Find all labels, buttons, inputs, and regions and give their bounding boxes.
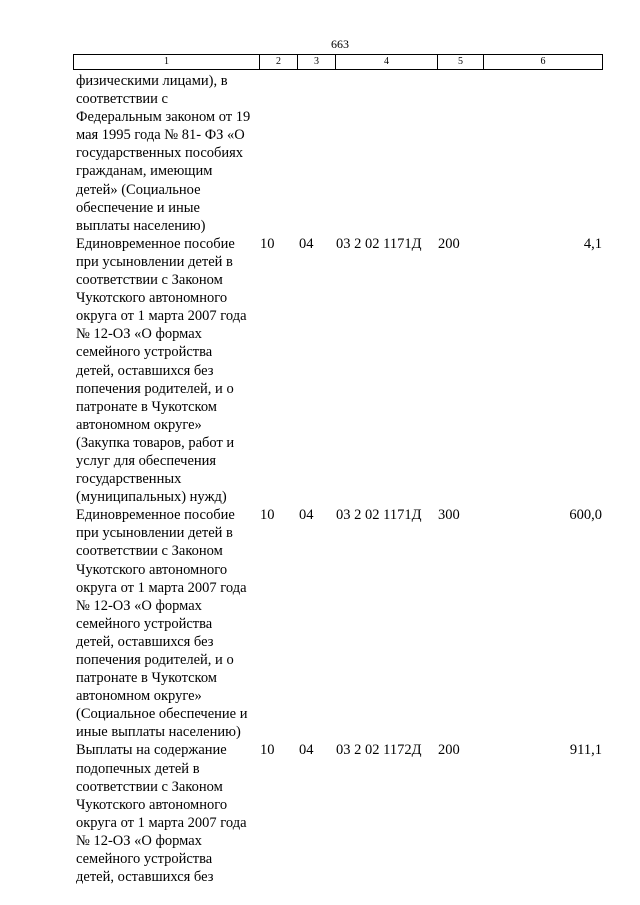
row-name-cell bbox=[76, 741, 261, 886]
row-name-line: (Закупка товаров, работ и bbox=[76, 434, 235, 451]
subsection-code-cell: 04 bbox=[299, 742, 314, 759]
row-name-line: № 12-ОЗ «О формах bbox=[76, 326, 202, 343]
row-name-cell bbox=[76, 506, 261, 741]
row-name-line: мая 1995 года № 81- ФЗ «О bbox=[76, 127, 245, 144]
target-article-cell: 03 2 02 1172Д bbox=[336, 742, 422, 759]
row-name-cell bbox=[76, 72, 261, 235]
row-name-line: (Социальное обеспечение и bbox=[76, 706, 248, 723]
row-name-line: патронате в Чукотском bbox=[76, 398, 217, 415]
row-name-line: соответствии с Законом bbox=[76, 778, 223, 795]
expense-type-cell: 300 bbox=[438, 507, 460, 524]
row-name-line: детей, оставшихся без bbox=[76, 362, 214, 379]
row-name-line: Единовременное пособие bbox=[76, 235, 235, 252]
amount-cell: 4,1 bbox=[583, 235, 602, 252]
amount-cell: 600,0 bbox=[569, 507, 602, 524]
amount-cell: 911,1 bbox=[569, 742, 602, 759]
target-article-cell: 03 2 02 1171Д bbox=[336, 507, 422, 524]
row-name-line: Выплаты на содержание bbox=[76, 742, 227, 759]
row-name-line: Чукотского автономного bbox=[76, 796, 228, 813]
row-name-line: патронате в Чукотском bbox=[76, 670, 217, 687]
row-name-line: услуг для обеспечения bbox=[76, 452, 217, 469]
row-name-line: семейного устройства bbox=[76, 851, 213, 868]
row-name-line: детей, оставшихся без bbox=[76, 633, 214, 650]
column-number-header bbox=[73, 54, 603, 70]
row-name-cell bbox=[76, 235, 261, 506]
subsection-code-cell: 04 bbox=[299, 507, 314, 524]
row-name-line: Единовременное пособие bbox=[76, 507, 235, 524]
page-number: 663 bbox=[331, 37, 349, 51]
row-name-line: попечения родителей, и о bbox=[76, 652, 234, 668]
row-name-line: округа от 1 марта 2007 года bbox=[76, 579, 247, 596]
subsection-code-cell: 04 bbox=[299, 235, 314, 252]
section-code-cell: 10 bbox=[260, 507, 275, 524]
row-name-line: детей» (Социальное bbox=[76, 181, 201, 198]
row-name-line: государственных bbox=[76, 471, 182, 488]
budget-table-body bbox=[0, 72, 640, 886]
section-code-cell: 10 bbox=[260, 742, 275, 759]
row-name-line: выплаты населению) bbox=[76, 217, 206, 234]
target-article-cell: 03 2 02 1171Д bbox=[336, 235, 422, 252]
expense-type-cell: 200 bbox=[438, 235, 460, 252]
row-name-line: обеспечение и иные bbox=[76, 199, 200, 216]
header-col-4: 4 bbox=[336, 55, 438, 70]
row-name-line: соответствии с bbox=[76, 91, 168, 108]
header-col-3: 3 bbox=[298, 55, 336, 70]
row-name-line: № 12-ОЗ «О формах bbox=[76, 597, 202, 614]
row-name-line: семейного устройства bbox=[76, 344, 213, 361]
table-row bbox=[0, 72, 640, 235]
row-name-line: Федеральным законом от 19 bbox=[76, 109, 251, 126]
section-code-cell: 10 bbox=[260, 235, 275, 252]
row-name-line: при усыновлении детей в bbox=[76, 253, 233, 270]
table-row bbox=[0, 506, 640, 741]
row-name-line: семейного устройства bbox=[76, 615, 213, 632]
row-name-line: Чукотского автономного bbox=[76, 561, 228, 578]
row-name-line: автономном округе» bbox=[76, 416, 202, 433]
row-name-line: округа от 1 марта 2007 года bbox=[76, 308, 247, 325]
expense-type-cell: 200 bbox=[438, 742, 460, 759]
row-name-line: № 12-ОЗ «О формах bbox=[76, 832, 202, 849]
row-name-line: государственных пособиях bbox=[76, 145, 244, 162]
header-col-1: 1 bbox=[74, 55, 260, 70]
row-name-line: соответствии с Законом bbox=[76, 272, 223, 289]
row-name-line: при усыновлении детей в bbox=[76, 525, 233, 542]
header-col-2: 2 bbox=[260, 55, 298, 70]
header-col-5: 5 bbox=[438, 55, 484, 70]
row-name-line: физическими лицами), в bbox=[76, 73, 228, 89]
table-row bbox=[0, 235, 640, 506]
row-name-line: округа от 1 марта 2007 года bbox=[76, 814, 247, 831]
row-name-line: иные выплаты населению) bbox=[76, 724, 241, 741]
row-name-line: соответствии с Законом bbox=[76, 543, 223, 560]
row-name-line: попечения родителей, и о bbox=[76, 380, 234, 397]
table-row bbox=[0, 741, 640, 886]
row-name-line: Чукотского автономного bbox=[76, 290, 228, 307]
row-name-line: подопечных детей в bbox=[76, 760, 200, 777]
row-name-line: (муниципальных) нужд) bbox=[76, 489, 227, 506]
row-name-line: детей, оставшихся без bbox=[76, 869, 214, 886]
row-name-line: гражданам, имеющим bbox=[76, 163, 213, 180]
header-col-6: 6 bbox=[484, 55, 603, 70]
row-name-line: автономном округе» bbox=[76, 688, 202, 705]
